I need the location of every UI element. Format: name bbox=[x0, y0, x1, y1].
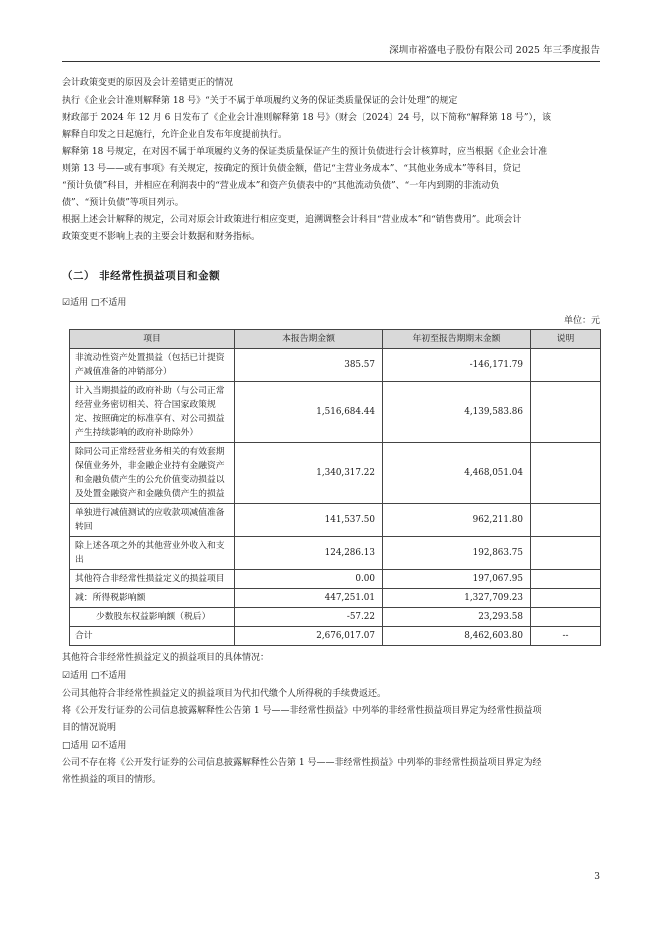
column-header-note: 说明 bbox=[531, 330, 601, 349]
row-note bbox=[531, 537, 601, 570]
row-note bbox=[531, 608, 601, 627]
row-current: 1,516,684.44 bbox=[235, 382, 383, 443]
row-item: 减：所得税影响额 bbox=[70, 589, 235, 608]
row-current: 141,537.50 bbox=[235, 504, 383, 537]
other-items-description: 公司其他符合非经常性损益定义的损益项目为代扣代缴个人所得税的手续费返还。 bbox=[62, 689, 387, 699]
row-item: 单独进行减值测试的应收款项减值准备转回 bbox=[70, 504, 235, 537]
table-header-row bbox=[70, 330, 601, 349]
row-ytd: 4,139,583.86 bbox=[383, 382, 531, 443]
page-content bbox=[62, 74, 600, 789]
policy-heading: 会计政策变更的原因及会计差错更正的情况 bbox=[62, 78, 234, 88]
row-current: 385.57 bbox=[235, 349, 383, 382]
after-table-notes bbox=[62, 649, 600, 789]
policy-paragraph-2-line-1: 财政部于 2024 年 12 月 6 日发布了《企业会计准则解释第 18 号》（财会〔2024〕24 号，以下简称“解释第 18 号”），该 bbox=[62, 113, 552, 123]
row-current: 447,251.01 bbox=[235, 589, 383, 608]
row-current: 1,340,317.22 bbox=[235, 443, 383, 504]
row-note bbox=[531, 589, 601, 608]
table-row bbox=[70, 349, 601, 382]
policy-paragraph-4-line-2: 政策变更不影响上表的主要会计数据和财务指标。 bbox=[62, 232, 261, 242]
row-note bbox=[531, 570, 601, 589]
row-current: 2,676,017.07 bbox=[235, 627, 383, 646]
policy-paragraph-3-line-1: 解释第 18 号规定，在对因不属于单项履约义务的保证类质量保证产生的预计负债进行会计核算时，应当根据《企业会计准 bbox=[62, 147, 548, 157]
policy-paragraph-3-line-2: 则第 13 号——或有事项》有关规定，按确定的预计负债金额，借记“主营业务成本”、“其他业务成本”等科目，贷记 bbox=[62, 164, 521, 174]
table-row bbox=[70, 504, 601, 537]
table-row bbox=[70, 570, 601, 589]
page-header: 深圳市裕盛电子股份有限公司 2025 年三季度报告 bbox=[62, 44, 600, 62]
row-note bbox=[531, 382, 601, 443]
table-row bbox=[70, 589, 601, 608]
row-note bbox=[531, 443, 601, 504]
row-note bbox=[531, 504, 601, 537]
reclassification-statement-line-1: 公司不存在将《公开发行证券的公司信息披露解释性公告第 1 号——非经常性损益》中列举的非经常性损益项目界定为经 bbox=[62, 758, 542, 768]
table-row bbox=[70, 537, 601, 570]
policy-paragraph-3-line-4: 债”、“预计负债”等项目列示。 bbox=[62, 198, 184, 208]
row-ytd: 23,293.58 bbox=[383, 608, 531, 627]
unit-label: 单位：元 bbox=[563, 316, 600, 326]
policy-paragraph-2-line-2: 解释自印发之日起施行，允许企业自发布年度提前执行。 bbox=[62, 130, 288, 140]
other-items-heading: 其他符合非经常性损益定义的损益项目的具体情况： bbox=[62, 653, 270, 663]
row-item: 合计 bbox=[70, 627, 235, 646]
column-header-ytd: 年初至报告期期末金额 bbox=[383, 330, 531, 349]
page-number: 3 bbox=[594, 872, 600, 882]
reclassification-heading-line-2: 目的情况说明 bbox=[62, 723, 117, 733]
applicable-checkbox-line-3: □适用 ☑不适用 bbox=[62, 741, 127, 751]
row-ytd: 4,468,051.04 bbox=[383, 443, 531, 504]
row-item: 除上述各项之外的其他营业外收入和支出 bbox=[70, 537, 235, 570]
row-ytd: 8,462,603.80 bbox=[383, 627, 531, 646]
reclassification-statement-line-2: 常性损益的项目的情形。 bbox=[62, 775, 162, 785]
row-ytd: 962,211.80 bbox=[383, 504, 531, 537]
row-ytd: 192,863.75 bbox=[383, 537, 531, 570]
row-current: -57.22 bbox=[235, 608, 383, 627]
applicable-checkbox-line: ☑适用 □不适用 bbox=[62, 298, 127, 308]
row-ytd: -146,171.79 bbox=[383, 349, 531, 382]
table-row bbox=[70, 382, 601, 443]
row-current: 124,286.13 bbox=[235, 537, 383, 570]
column-header-item: 项目 bbox=[70, 330, 235, 349]
column-header-current: 本报告期金额 bbox=[235, 330, 383, 349]
row-item: 计入当期损益的政府补助（与公司正常经营业务密切相关、符合国家政策规定、按照确定的标准享有、对公司损益产生持续影响的政府补助除外） bbox=[70, 382, 235, 443]
row-item: 其他符合非经常性损益定义的损益项目 bbox=[70, 570, 235, 589]
policy-paragraph-3-line-3: “预计负债”科目，并相应在利润表中的“营业成本”和资产负债表中的“其他流动负债”、“一年内到期的非流动负 bbox=[62, 181, 500, 191]
row-item: 少数股东权益影响额（税后） bbox=[70, 608, 235, 627]
table-row-total bbox=[70, 627, 601, 646]
row-note: -- bbox=[531, 627, 601, 646]
policy-paragraph-4-line-1: 根据上述会计解释的规定，公司对原会计政策进行相应变更，追溯调整会计科目“营业成本”和“销售费用”。此项会计 bbox=[62, 215, 522, 225]
row-ytd: 197,067.95 bbox=[383, 570, 531, 589]
row-note bbox=[531, 349, 601, 382]
policy-paragraph-1: 执行《企业会计准则解释第 18 号》“关于不属于单项履约义务的保证类质量保证的会计处理”的规定 bbox=[62, 96, 458, 106]
row-ytd: 1,327,709.23 bbox=[383, 589, 531, 608]
row-current: 0.00 bbox=[235, 570, 383, 589]
non-recurring-table bbox=[69, 329, 601, 646]
table-row bbox=[70, 608, 601, 627]
row-item: 非流动性资产处置损益（包括已计提资产减值准备的冲销部分） bbox=[70, 349, 235, 382]
table-row bbox=[70, 443, 601, 504]
row-item: 除同公司正常经营业务相关的有效套期保值业务外，非金融企业持有金融资产和金融负债产生的公允价值变动损益以及处置金融资产和金融负债产生的损益 bbox=[70, 443, 235, 504]
applicable-checkbox-line-2: ☑适用 □不适用 bbox=[62, 671, 127, 681]
reclassification-heading-line-1: 将《公开发行证券的公司信息披露解释性公告第 1 号——非经常性损益》中列举的非经常性损益项目界定为经常性损益项 bbox=[62, 706, 542, 716]
section-title: （二） 非经常性损益项目和金额 bbox=[62, 270, 221, 282]
